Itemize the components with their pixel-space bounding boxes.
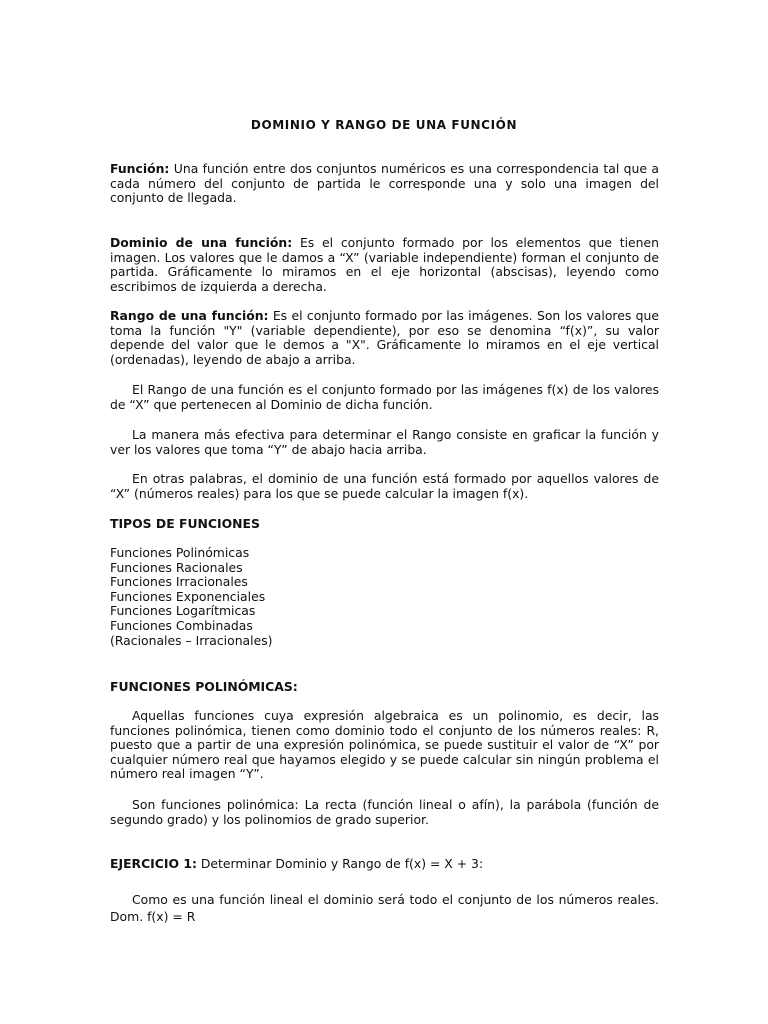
ejercicio-solution: Como es una función lineal el dominio será todo el conjunto de los números reales. Dom. f(x) = R — [110, 892, 659, 924]
document-title: DOMINIO Y RANGO DE UNA FUNCIÓN — [250, 118, 518, 132]
list-item: Funciones Irracionales — [110, 574, 248, 590]
list-item: Funciones Exponenciales — [110, 588, 266, 604]
dominio-text: Es el conjunto formado por los elementos que tienen imagen. Los valores que le damos a “X” (variable independiente) forman el conjunto de partida. Gráficamente lo miramos en el eje horizontal (abscisas), leyendo como escribimos de izquierda a derecha. — [110, 235, 659, 294]
funcion-text: Una función entre dos conjuntos numéricos es una correspondencia tal que a cada número del conjunto de partida le corresponde una y solo una imagen del conjunto de llegada. — [110, 161, 659, 206]
ejercicio-term: EJERCICIO 1: — [110, 856, 197, 871]
list-item: Funciones Racionales — [110, 559, 243, 575]
funcion-definition — [110, 162, 659, 206]
dominio-definition — [110, 236, 659, 294]
rango-term: Rango de una función: — [110, 308, 269, 323]
polinomicas-heading: FUNCIONES POLINÓMICAS: — [110, 679, 298, 694]
list-item: Funciones Combinadas — [110, 617, 253, 633]
dominio-term: Dominio de una función: — [110, 235, 293, 250]
ejercicio-1 — [110, 857, 659, 872]
list-item: Funciones Polinómicas — [110, 545, 250, 560]
ejercicio-text: Determinar Dominio y Rango de f(x) = X + 3: — [196, 856, 484, 871]
polinomicas-examples: Son funciones polinómica: La recta (función lineal o afín), la parábola (función de segundo grado) y los polinomios de grado superior. — [110, 797, 659, 827]
tipos-list — [110, 546, 659, 648]
metodo-paragraph: La manera más efectiva para determinar el Rango consiste en graficar la función y ver los valores que toma “Y” de abajo hacia arriba. — [110, 427, 659, 457]
list-item: Funciones Logarítmicas — [110, 603, 256, 619]
rango-definition — [110, 309, 659, 367]
tipos-heading: TIPOS DE FUNCIONES — [110, 516, 260, 531]
funcion-term: Función: — [110, 161, 170, 176]
list-item: (Racionales – Irracionales) — [110, 632, 273, 648]
dominio-paragraph: En otras palabras, el dominio de una función está formado por aquellos valores de “X” (números reales) para los que se puede calcular la imagen f(x). — [110, 471, 659, 501]
rango-paragraph: El Rango de una función es el conjunto formado por las imágenes f(x) de los valores de “X” que pertenecen al Dominio de dicha función. — [110, 382, 659, 412]
polinomicas-paragraph: Aquellas funciones cuya expresión algebraica es un polinomio, es decir, las funciones polinómica, tienen como dominio todo el conjunto de los números reales: R, puesto que a partir de una expresión polinómica, se puede sustituir el valor de “X” por cualquier número real que hayamos elegido y se puede calcular sin ningún problema el número real imagen “Y”. — [110, 708, 659, 782]
rango-text: Es el conjunto formado por las imágenes. Son los valores que toma la función "Y" (variable dependiente), por eso se denomina “f(x)”, su valor depende del valor que le demos a "X". Gráficamente lo miramos en el eje vertical (ordenadas), leyendo de abajo a arriba. — [110, 308, 659, 367]
